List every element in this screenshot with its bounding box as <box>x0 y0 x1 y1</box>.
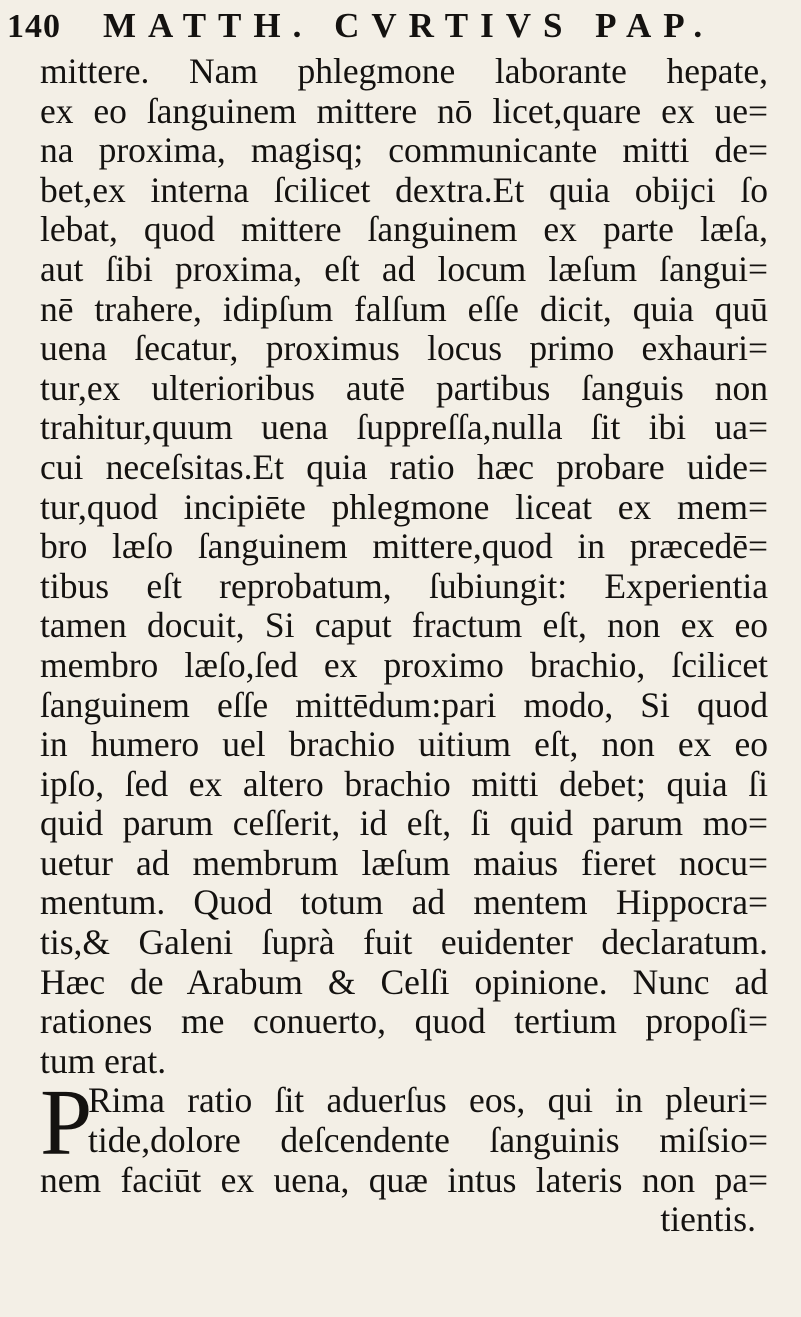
text-line: ipſo, ſed ex altero brachio mitti debet; quia ſi <box>40 764 768 804</box>
text-line: lebat, quod mittere ſanguinem ex parte læſa, <box>40 210 768 250</box>
text-line: Hæc de Arabum & Celſi opinione. Nunc ad <box>40 962 768 1002</box>
text-line: uena ſecatur, proximus locus primo exhauri= <box>40 329 768 369</box>
text-line: cui neceſsitas.Et quia ratio hæc probare uide= <box>40 447 768 487</box>
text-line: aut ſibi proxima, eſt ad locum læſum ſangui= <box>40 249 768 289</box>
running-title: MATTH. CVRTIVS PAP. <box>103 6 715 45</box>
text-line: bet,ex interna ſcilicet dextra.Et quia obijci ſo <box>40 170 768 210</box>
text-line: bro læſo ſanguinem mittere,quod in præcedē= <box>40 527 768 567</box>
running-head <box>7 6 771 52</box>
text-line: tur,ex ulterioribus autē partibus ſanguis non <box>40 368 768 408</box>
paragraph-2 <box>40 1071 771 1240</box>
text-line: tur,quod incipiēte phlegmone liceat ex mem= <box>40 487 768 527</box>
text-line: membro læſo,ſed ex proximo brachio, ſcilicet <box>40 645 768 685</box>
catchword: tientis. <box>660 1200 756 1240</box>
text-line: tide,dolore deſcendente ſanguinis miſsio= <box>88 1121 768 1161</box>
text-line: Rima ratio ſit aduerſus eos, qui in pleuri= <box>88 1081 768 1121</box>
paragraph-1 <box>40 52 771 1081</box>
text-line: rationes me conuerto, quod tertium propoſi= <box>40 1002 768 1042</box>
text-line: tum erat. <box>40 1041 167 1081</box>
page-number: 140 <box>7 8 61 45</box>
text-line: uetur ad membrum læſum maius fieret nocu= <box>40 843 768 883</box>
text-line: nē trahere, idipſum falſum eſſe dicit, quia quū <box>40 289 768 329</box>
text-line: na proxima, magisq; communicante mitti de= <box>40 131 768 171</box>
text-line: ſanguinem eſſe mittēdum:pari modo, Si quod <box>40 685 768 725</box>
text-line: quid parum ceſſerit, id eſt, ſi quid parum mo= <box>40 804 768 844</box>
text-line: trahitur,quum uena ſuppreſſa,nulla ſit ibi ua= <box>40 408 768 448</box>
text-line: tis,& Galeni ſuprà fuit euidenter declaratum. <box>40 923 768 963</box>
text-line: in humero uel brachio uitium eſt, non ex eo <box>40 725 768 765</box>
text-line: ex eo ſanguinem mittere nō licet,quare ex ue= <box>40 91 768 131</box>
text-line: mentum. Quod totum ad mentem Hippocra= <box>40 883 768 923</box>
text-line: nem faciūt ex uena, quæ intus lateris non pa= <box>40 1160 768 1200</box>
text-line: mittere. Nam phlegmone laborante hepate, <box>40 52 768 91</box>
drop-cap-initial: P <box>40 1071 93 1176</box>
text-line: tibus eſt reprobatum, ſubiungit: Experientia <box>40 566 768 606</box>
text-line: tamen docuit, Si caput fractum eſt, non ex eo <box>40 606 768 646</box>
